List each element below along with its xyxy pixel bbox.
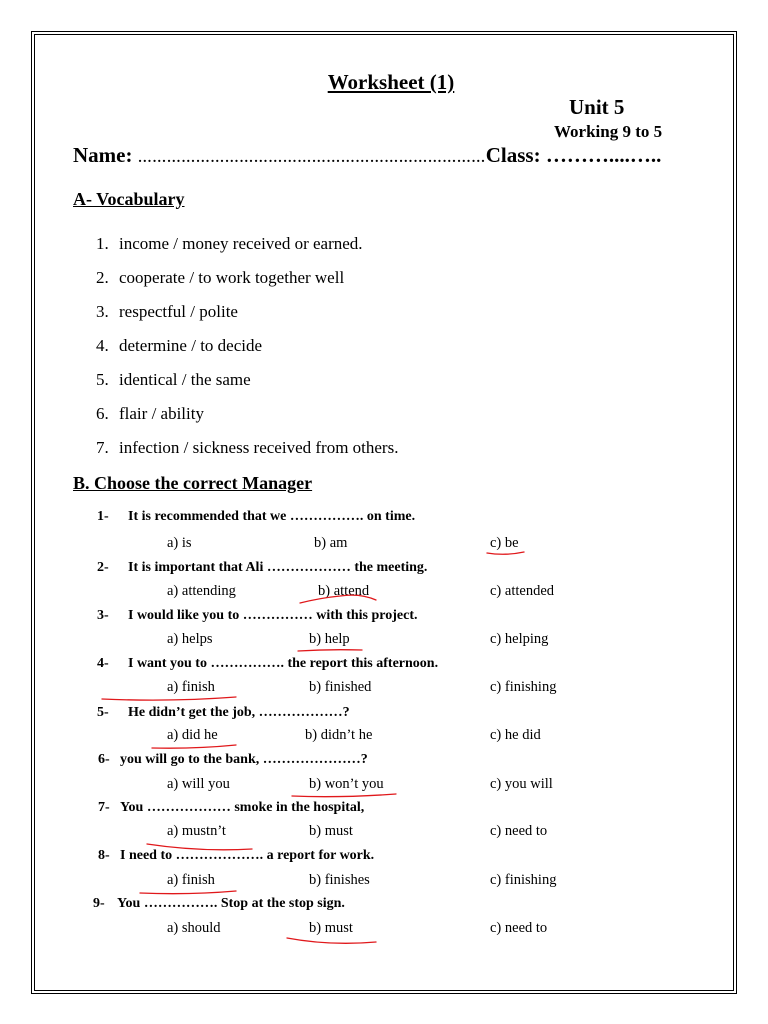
- option-c: c) you will: [490, 776, 553, 792]
- answer-underline: [152, 745, 236, 748]
- option-b: b) finished: [309, 679, 372, 695]
- question-text: You ……………… smoke in the hospital,: [120, 800, 365, 815]
- answer-underline: [287, 938, 376, 943]
- question-number: 8-: [98, 848, 110, 863]
- vocab-item: 1. income / money received or earned.: [96, 234, 363, 253]
- question-number: 3-: [97, 608, 109, 623]
- option-a: a) mustn’t: [167, 823, 226, 839]
- option-a: a) will you: [167, 776, 230, 792]
- option-c: c) be: [490, 535, 519, 551]
- option-b: b) didn’t he: [305, 727, 373, 743]
- option-c: c) finishing: [490, 872, 557, 888]
- option-b: b) am: [314, 535, 348, 551]
- section-a-heading: A- Vocabulary: [73, 189, 185, 209]
- answer-underline: [147, 844, 252, 850]
- answer-underline: [300, 595, 376, 603]
- question-number: 4-: [97, 656, 109, 671]
- question-number: 7-: [98, 800, 110, 815]
- question-number: 6-: [98, 752, 110, 767]
- vocab-item: 4. determine / to decide: [96, 336, 263, 355]
- section-b-heading: B. Choose the correct Manager: [73, 473, 313, 493]
- answer-underline: [140, 891, 236, 894]
- answer-underline: [102, 697, 236, 700]
- question-number: 9-: [93, 896, 105, 911]
- question-text: I want you to ……………. the report this afternoon.: [128, 656, 439, 671]
- vocab-item: 2. cooperate / to work together well: [96, 268, 345, 287]
- option-c: c) he did: [490, 727, 541, 743]
- option-a: a) did he: [167, 727, 218, 743]
- question-number: 5-: [97, 705, 109, 720]
- option-b: b) attend: [318, 583, 370, 599]
- vocab-item: 7. infection / sickness received from others.: [96, 438, 399, 457]
- unit-label: Unit 5: [569, 95, 625, 119]
- answer-underline: [298, 650, 362, 651]
- option-b: b) must: [309, 920, 353, 936]
- option-c: c) finishing: [490, 679, 557, 695]
- option-a: a) should: [167, 920, 221, 936]
- vocab-item: 5. identical / the same: [96, 370, 251, 389]
- option-c: c) need to: [490, 920, 548, 936]
- option-a: a) attending: [167, 583, 236, 599]
- option-b: b) won’t you: [309, 776, 384, 792]
- name-label: Name:: [73, 143, 133, 167]
- question-text: you will go to the bank, …………………?: [120, 752, 368, 767]
- question-number: 2-: [97, 560, 109, 575]
- question-text: You ……………. Stop at the stop sign.: [117, 896, 345, 911]
- question-text: It is recommended that we ……………. on time.: [128, 509, 416, 524]
- option-b: b) must: [309, 823, 353, 839]
- option-a: a) finish: [167, 679, 215, 695]
- answer-underline: [292, 794, 396, 797]
- class-field: ………....…..: [545, 143, 662, 167]
- option-b: b) finishes: [309, 872, 370, 888]
- option-a: a) is: [167, 535, 192, 551]
- option-a: a) finish: [167, 872, 215, 888]
- option-a: a) helps: [167, 631, 213, 647]
- class-label: Class:: [485, 143, 541, 167]
- vocab-item: 6. flair / ability: [96, 404, 204, 423]
- answer-underline: [487, 552, 524, 554]
- option-c: c) attended: [490, 583, 555, 599]
- name-field: ………………………………………………………………: [137, 151, 486, 166]
- worksheet-title: Worksheet (1): [327, 70, 455, 94]
- option-c: c) need to: [490, 823, 548, 839]
- question-text: I would like you to …………… with this project.: [128, 608, 418, 623]
- question-number: 1-: [97, 509, 109, 524]
- vocab-item: 3. respectful / polite: [96, 302, 238, 321]
- option-b: b) help: [309, 631, 350, 647]
- option-c: c) helping: [490, 631, 549, 647]
- unit-subtitle: Working 9 to 5: [554, 122, 663, 141]
- question-text: It is important that Ali ……………… the meeting.: [128, 560, 428, 575]
- question-text: He didn’t get the job, ………………?: [128, 705, 350, 720]
- question-text: I need to ………………. a report for work.: [120, 848, 375, 863]
